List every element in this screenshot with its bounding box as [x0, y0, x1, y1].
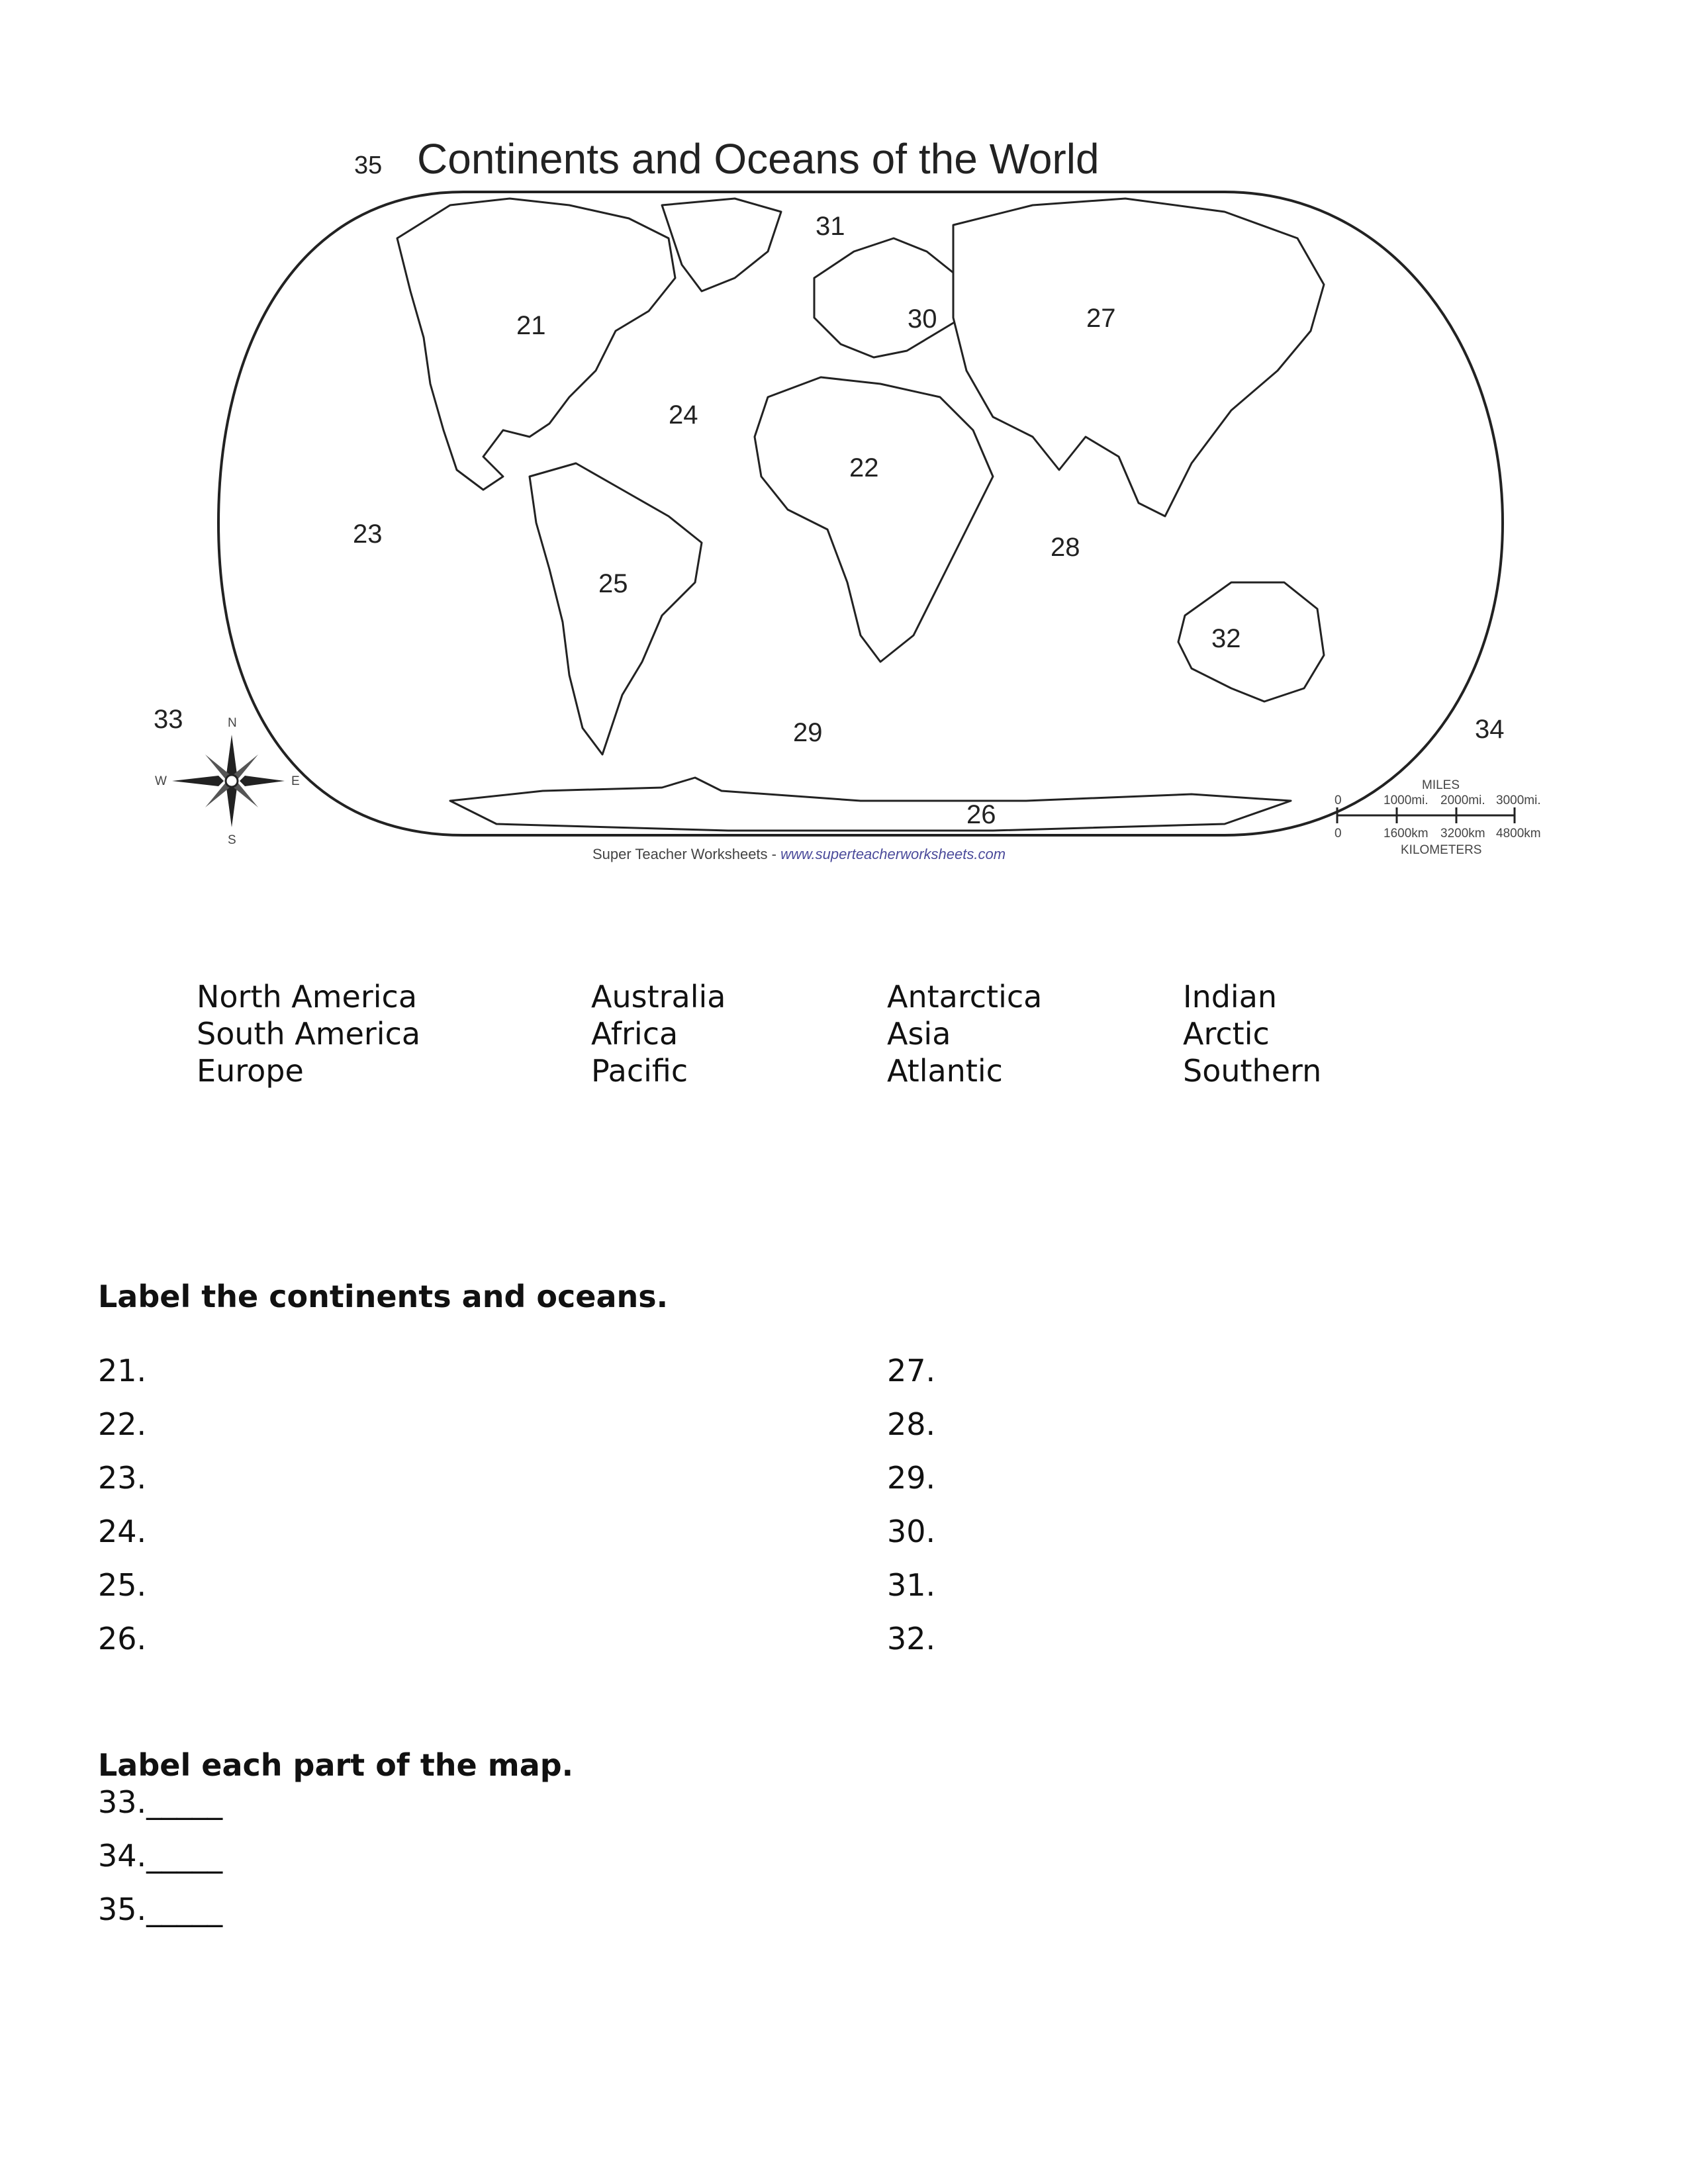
word-bank-col-2	[591, 978, 726, 1089]
answer-line-26: 26.	[98, 1621, 147, 1657]
answer-line-32: 32.	[887, 1621, 936, 1657]
credit-prefix: Super Teacher Worksheets -	[592, 846, 781, 862]
label-34: 34	[1475, 715, 1505, 744]
answer-line-34: 34._____	[98, 1838, 223, 1874]
word-bank-item: Antarctica	[887, 979, 1043, 1015]
scale-zero-bottom: 0	[1335, 827, 1342, 841]
compass-rose-icon	[155, 716, 300, 847]
label-21: 21	[516, 311, 546, 340]
answer-line-25: 25.	[98, 1567, 147, 1603]
label-32: 32	[1211, 624, 1241, 653]
world-map	[0, 0, 1688, 893]
label-31: 31	[816, 212, 845, 241]
word-bank-col-3	[887, 978, 1042, 1089]
australia-shape	[1178, 582, 1324, 702]
label-22: 22	[849, 453, 879, 482]
europe-shape	[814, 238, 973, 357]
answer-line-30: 30.	[887, 1514, 936, 1549]
section-heading-continents: Label the continents and oceans.	[98, 1279, 669, 1314]
compass-north: N	[228, 716, 237, 730]
label-24: 24	[669, 400, 698, 430]
word-bank-col-4	[1183, 978, 1321, 1089]
greenland-shape	[662, 199, 781, 291]
word-bank-item: Indian	[1183, 979, 1278, 1015]
scale-mile-2: 2000mi.	[1440, 794, 1485, 807]
scale-km-3: 4800km	[1496, 827, 1541, 841]
compass-south: S	[228, 833, 236, 847]
answer-line-24: 24.	[98, 1514, 147, 1549]
word-bank-item: Atlantic	[887, 1053, 1003, 1089]
compass-east: E	[291, 774, 300, 788]
word-bank-item: Asia	[887, 1016, 951, 1052]
answer-line-23: 23.	[98, 1460, 147, 1496]
map-title-number: 35	[354, 152, 383, 179]
word-bank-item: Africa	[591, 1016, 679, 1052]
map-credit	[592, 846, 1006, 862]
label-30: 30	[908, 304, 937, 334]
map-title: Continents and Oceans of the World	[417, 135, 1100, 183]
answer-line-35: 35._____	[98, 1891, 223, 1927]
label-27: 27	[1086, 304, 1116, 333]
label-23: 23	[353, 520, 383, 549]
compass-west: W	[155, 774, 167, 788]
label-33: 33	[154, 705, 183, 734]
map-scale	[1335, 778, 1541, 857]
word-bank-item: Arctic	[1183, 1016, 1270, 1052]
label-28: 28	[1051, 533, 1080, 562]
scale-km-label: KILOMETERS	[1401, 843, 1482, 857]
south-america-shape	[530, 463, 702, 754]
word-bank-item: Southern	[1183, 1053, 1322, 1089]
credit-url: www.superteacherworksheets.com	[780, 846, 1006, 862]
word-bank-item: South America	[197, 1016, 421, 1052]
word-bank-item: Europe	[197, 1053, 304, 1089]
antarctica-shape	[450, 778, 1291, 831]
answer-line-28: 28.	[887, 1406, 936, 1442]
answer-line-27: 27.	[887, 1353, 936, 1388]
answer-line-21: 21.	[98, 1353, 147, 1388]
scale-zero-top: 0	[1335, 794, 1342, 807]
label-26: 26	[966, 800, 996, 829]
answer-line-29: 29.	[887, 1460, 936, 1496]
label-25: 25	[598, 569, 628, 598]
scale-mile-3: 3000mi.	[1496, 794, 1541, 807]
word-bank-item: Pacific	[591, 1053, 688, 1089]
scale-km-1: 1600km	[1383, 827, 1429, 841]
word-bank-item: North America	[197, 979, 418, 1015]
asia-shape	[953, 199, 1324, 516]
answer-line-33: 33._____	[98, 1784, 223, 1820]
scale-miles-label: MILES	[1422, 778, 1460, 792]
answer-line-22: 22.	[98, 1406, 147, 1442]
africa-shape	[755, 377, 993, 662]
scale-km-2: 3200km	[1440, 827, 1485, 841]
word-bank-item: Australia	[591, 979, 726, 1015]
section-heading-map-parts: Label each part of the map.	[98, 1747, 574, 1783]
label-29: 29	[793, 718, 823, 747]
scale-mile-1: 1000mi.	[1383, 794, 1429, 807]
word-bank-col-1	[197, 978, 420, 1089]
north-america-shape	[397, 199, 675, 490]
answer-line-31: 31.	[887, 1567, 936, 1603]
